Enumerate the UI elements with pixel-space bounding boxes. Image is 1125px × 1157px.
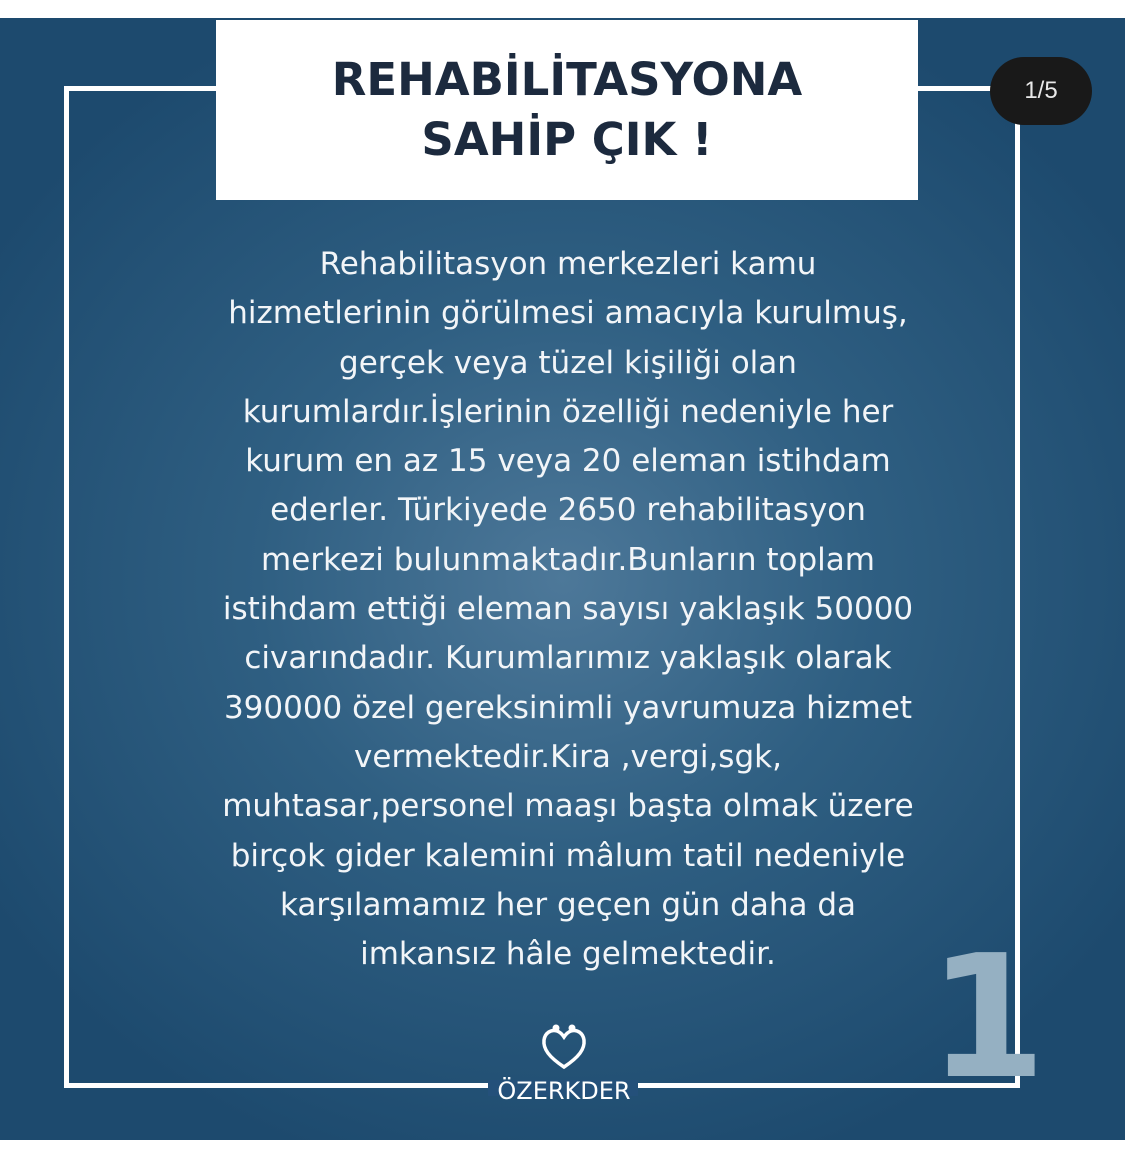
body-line: Rehabilitasyon merkezleri kamu	[319, 246, 817, 282]
post-card	[0, 18, 1125, 1140]
body-line: hizmetlerinin görülmesi amacıyla kurulmuş,	[228, 295, 908, 332]
body-line: muhtasar,personel maaşı başta olmak üzere	[222, 788, 914, 825]
body-line: birçok gider kalemini mâlum tatil nedeniyle	[230, 837, 906, 874]
body-line: merkezi bulunmaktadır.Bunların toplam	[261, 541, 875, 578]
page-title	[332, 50, 803, 170]
body-line: gerçek veya tüzel kişiliği olan	[339, 344, 797, 381]
body-line: istihdam ettiği eleman sayısı yaklaşık 50000	[222, 591, 914, 628]
body-line: kurumlardır.İşlerinin özelliği nedeniyle her	[242, 393, 894, 430]
title-line-1: REHABİLİTASYONA	[331, 53, 803, 106]
title-box	[216, 20, 918, 200]
body-line: karşılamamız her geçen gün daha da	[279, 886, 856, 923]
body-line: 390000 özel gereksinimli yavrumuza hizmet	[223, 689, 913, 726]
body-line: kurum en az 15 veya 20 eleman istihdam	[245, 443, 891, 480]
heart-figures-icon	[492, 1023, 636, 1071]
bottom-strip	[0, 1140, 1125, 1157]
logo-text: ÖZERKDER	[497, 1077, 631, 1105]
body-line: vermektedir.Kira ,vergi,sgk,	[354, 738, 782, 775]
body-line: ederler. Türkiyede 2650 rehabilitasyon	[270, 492, 866, 529]
body-line: civarındadır. Kurumlarımız yaklaşık olarak	[244, 640, 892, 677]
body-line: imkansız hâle gelmektedir.	[360, 936, 776, 973]
title-line-2: SAHİP ÇIK !	[421, 113, 713, 166]
page-indicator-badge: 1/5	[990, 57, 1092, 125]
slide-number: 1	[928, 919, 1047, 1117]
body-text	[110, 240, 1026, 979]
